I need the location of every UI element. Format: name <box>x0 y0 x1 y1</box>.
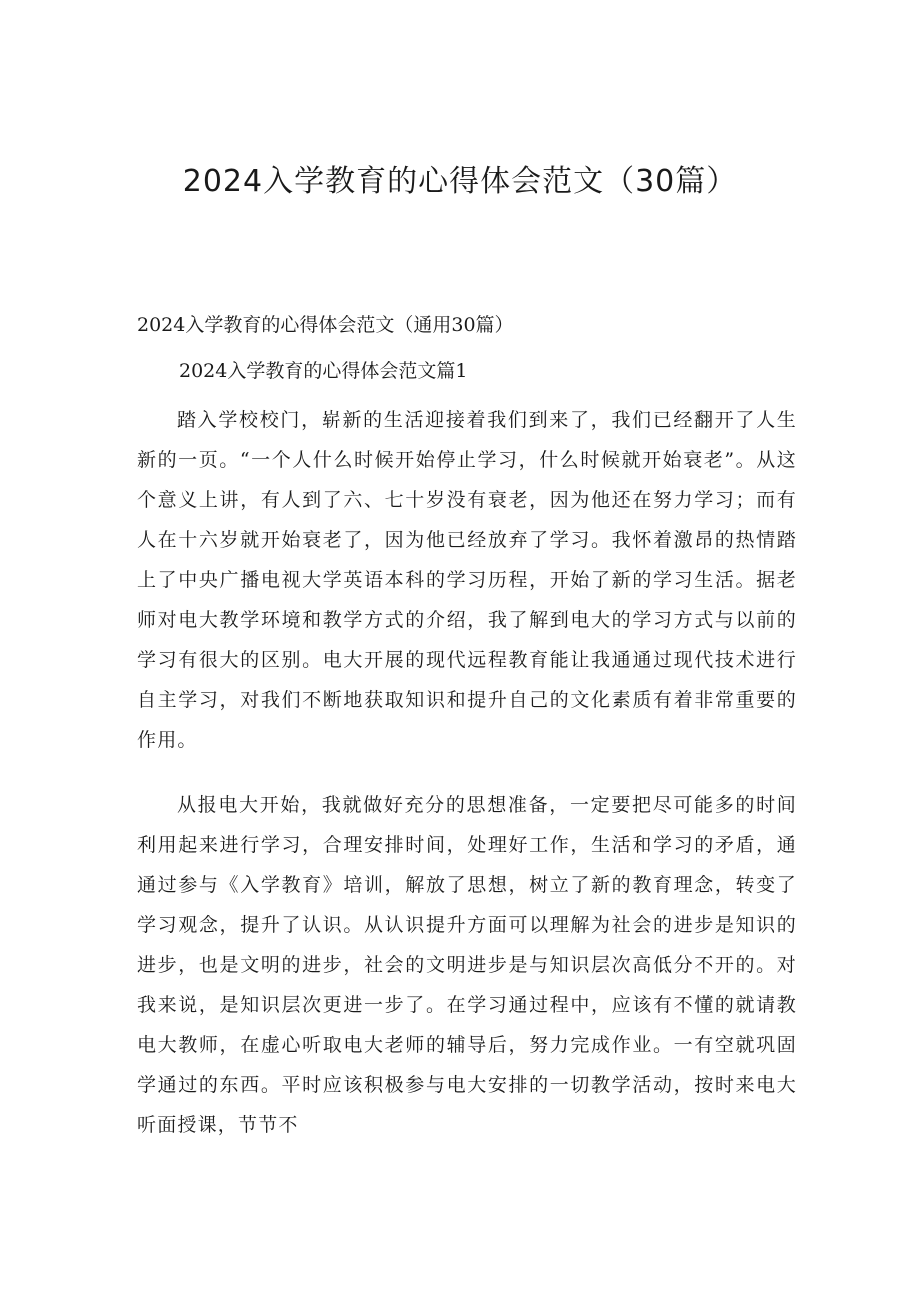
section-heading: 2024入学教育的心得体会范文篇1 <box>179 360 468 382</box>
body-paragraph-2: 从报电大开始，我就做好充分的思想准备，一定要把尽可能多的时间利用起来进行学习，合理安排时间，处理好工作，生活和学习的矛盾，通通过参与《入学教育》培训，解放了思想，树立了新的教育理念，转变了学习观念，提升了认识。从认识提升方面可以理解为社会的进步是知识的进步，也是文明的进步，社会的文明进步是与知识层次高低分不开的。对我来说，是知识层次更进一步了。在学习通过程中，应该有不懂的就请教电大教师，在虚心听取电大老师的辅导后，努力完成作业。一有空就巩固学通过的东西。平时应该积极参与电大安排的一切教学活动，按时来电大听面授课，节节不 <box>137 794 797 1136</box>
document-title: 2024入学教育的心得体会范文（30篇） <box>182 164 738 199</box>
document-subtitle: 2024入学教育的心得体会范文（通用30篇） <box>137 314 514 336</box>
body-paragraph-1: 踏入学校校门，崭新的生活迎接着我们到来了，我们已经翻开了人生新的一页。“一个人什么时候开始停止学习，什么时候就开始衰老”。从这个意义上讲，有人到了六、七十岁没有衰老，因为他还在努力学习；而有人在十六岁就开始衰老了，因为他已经放弃了学习。我怀着激昂的热情踏上了中央广播电视大学英语本科的学习历程，开始了新的学习生活。据老师对电大教学环境和教学方式的介绍，我了解到电大的学习方式与以前的学习有很大的区别。电大开展的现代远程教育能让我通通过现代技术进行自主学习，对我们不断地获取知识和提升自己的文化素质有着非常重要的作用。 <box>137 409 797 751</box>
